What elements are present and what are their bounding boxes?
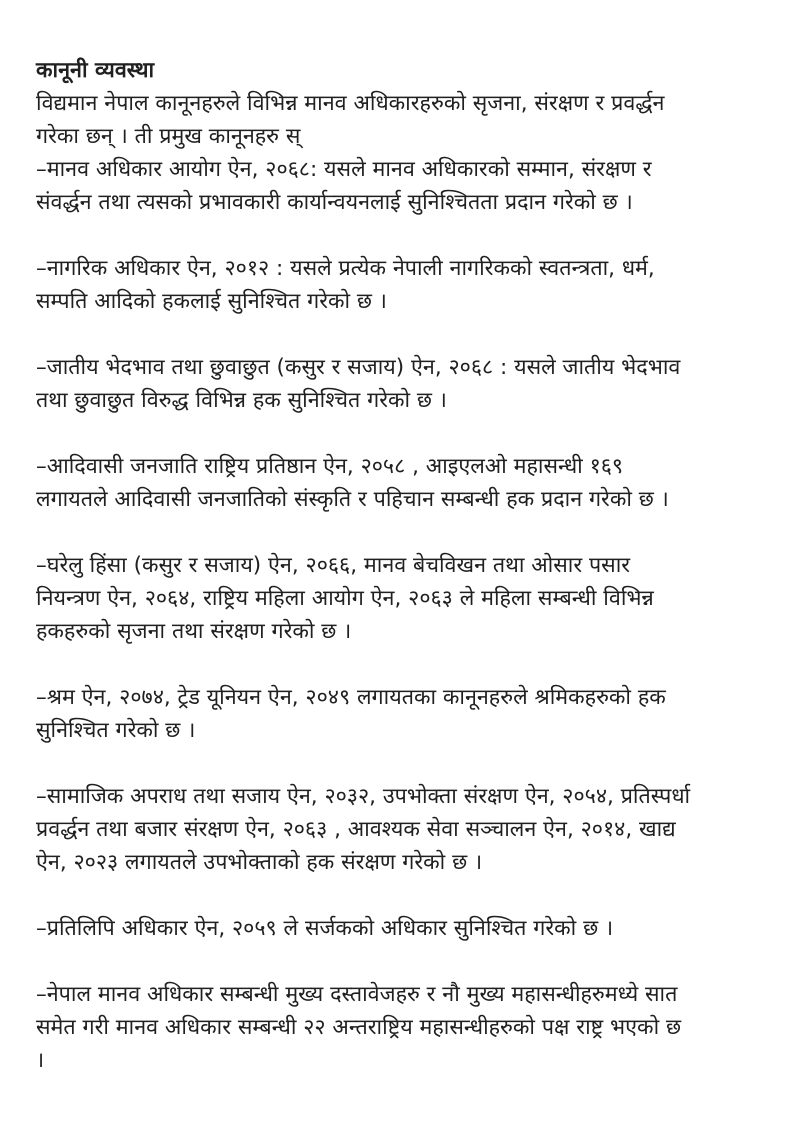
text-line: तथा छुवाछुत विरुद्ध विभिन्न हक सुनिश्चित गरेको छ । [36, 388, 447, 413]
paragraph-gap [36, 648, 776, 681]
text-line: प्रवर्द्धन तथा बजार संरक्षण ऐन, २०६३ , आवश्यक सेवा सञ्चालन ऐन, २०१४, खाद्य [36, 817, 676, 842]
section-heading: कानूनी व्यवस्था [36, 58, 155, 83]
law-paragraph-women [36, 549, 776, 648]
text-line: –नागरिक अधिकार ऐन, २०१२ : यसले प्रत्येक नेपाली नागरिकको स्वतन्त्रता, धर्म, [36, 256, 655, 281]
paragraph-gap [36, 747, 776, 780]
text-line: –मानव अधिकार आयोग ऐन, २०६८: यसले मानव अधिकारको सम्मान, संरक्षण र [36, 157, 652, 182]
text-line: समेत गरी मानव अधिकार सम्बन्धी २२ अन्तराष्ट्रिय महासन्धीहरुको पक्ष राष्ट्र भएको छ [36, 1015, 682, 1040]
text-line: –आदिवासी जनजाति राष्ट्रिय प्रतिष्ठान ऐन, २०५८ , आइएलओ महासन्धी १६९ [36, 454, 624, 479]
text-line: –जातीय भेदभाव तथा छुवाछुत (कसुर र सजाय) ऐन, २०६८ : यसले जातीय भेदभाव [36, 355, 681, 380]
paragraph-gap [36, 318, 776, 351]
document-body [36, 54, 776, 1077]
law-paragraph-labour [36, 681, 776, 747]
text-line: –घरेलु हिंसा (कसुर र सजाय) ऐन, २०६६, मानव बेचविखन तथा ओसार पसार [36, 553, 631, 578]
text-line: –प्रतिलिपि अधिकार ऐन, २०५९ ले सर्जकको अधिकार सुनिश्चित गरेको छ । [36, 916, 614, 941]
law-paragraph-international [36, 978, 776, 1077]
paragraph-gap [36, 879, 776, 912]
law-paragraph-civil-rights [36, 252, 776, 318]
law-paragraph-copyright [36, 912, 776, 945]
intro-paragraph [36, 87, 776, 153]
text-line: विद्यमान नेपाल कानूनहरुले विभिन्न मानव अधिकारहरुको सृजना, संरक्षण र प्रवर्द्धन [36, 91, 665, 116]
paragraph-gap [36, 516, 776, 549]
paragraph-gap [36, 417, 776, 450]
law-paragraph-consumer [36, 780, 776, 879]
text-line: संवर्द्धन तथा त्यसको प्रभावकारी कार्यान्वयनलाई सुनिश्चितता प्रदान गरेको छ । [36, 190, 633, 215]
paragraph-gap [36, 945, 776, 978]
text-line: । [36, 1048, 45, 1073]
text-line: ऐन, २०२३ लगायतले उपभोक्ताको हक संरक्षण गरेको छ । [36, 850, 483, 875]
text-line: लगायतले आदिवासी जनजातिको संस्कृति र पहिचान सम्बन्धी हक प्रदान गरेको छ । [36, 487, 669, 512]
text-line: गरेका छन् । ती प्रमुख कानूनहरु स् [36, 124, 301, 149]
law-paragraph-caste-discrimination [36, 351, 776, 417]
text-line: सम्पति आदिको हकलाई सुनिश्चित गरेको छ । [36, 289, 387, 314]
law-paragraph-human-rights-commission [36, 153, 776, 219]
text-line: –नेपाल मानव अधिकार सम्बन्धी मुख्य दस्तावेजहरु र नौ मुख्य महासन्धीहरुमध्ये सात [36, 982, 678, 1007]
text-line: –श्रम ऐन, २०७४, ट्रेड यूनियन ऐन, २०४९ लगायतका कानूनहरुले श्रमिकहरुको हक [36, 685, 666, 710]
text-line: नियन्त्रण ऐन, २०६४, राष्ट्रिय महिला आयोग ऐन, २०६३ ले महिला सम्बन्धी विभिन्न [36, 586, 654, 611]
text-line: –सामाजिक अपराध तथा सजाय ऐन, २०३२, उपभोक्ता संरक्षण ऐन, २०५४, प्रतिस्पर्धा [36, 784, 691, 809]
text-line: सुनिश्चित गरेको छ । [36, 718, 196, 743]
text-line: हकहरुको सृजना तथा संरक्षण गरेको छ । [36, 619, 352, 644]
paragraph-gap [36, 219, 776, 252]
law-paragraph-indigenous [36, 450, 776, 516]
